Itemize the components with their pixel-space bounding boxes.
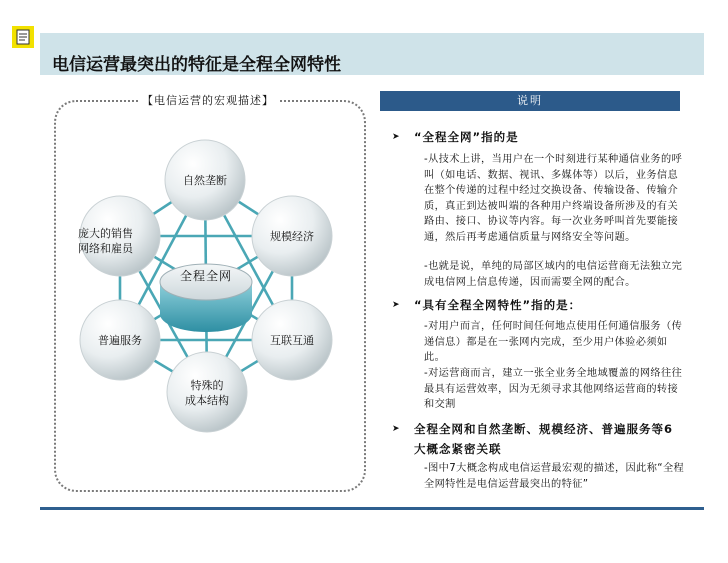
node-cost-structure-label: 特殊的 成本结构 xyxy=(185,379,229,407)
diagram-title: 【电信运营的宏观描述】 xyxy=(138,92,278,108)
node-universal-service-label: 普遍服务 xyxy=(98,334,142,347)
bottom-rule xyxy=(40,507,704,510)
section-heading: 全程全网和自然垄断、规模经济、普遍服务等6大概念紧密关联 xyxy=(414,422,673,456)
section-paragraph: -对运营商而言，建立一张全业务全地域覆盖的网络往往最具有运营效率，因为无须寻求其他网络运营商的转接和交割 xyxy=(424,368,683,410)
bullet-arrow-icon: ➤ xyxy=(392,424,400,434)
node-sales-network-label: 庞大的销售 网络和雇员 xyxy=(78,227,133,255)
section-paragraph: -从技术上讲，当用户在一个时刻进行某种通信业务的呼叫（如电话、数据、视讯、多媒体等）以后，业务信息在整个传递的过程中经过交换设备、传输设备、传输介质，真正到达被叫端的各种用户终端设备所涉及的有关路由、接口、协议等内容。每一次业务呼叫首先要能接通，然后再考虑通信质量与网络安全等问题。 xyxy=(424,154,683,243)
node-natural-monopoly-label: 自然垄断 xyxy=(183,174,227,187)
bullet-arrow-icon: ➤ xyxy=(392,300,400,310)
center-node-label: 全程全网 xyxy=(180,269,233,283)
section-heading: “全程全网”指的是 xyxy=(414,130,519,144)
section-paragraph: -对用户而言，任何时间任何地点使用任何通信服务（传递信息）都是在一张网内完成，至少用户体验必须如此。 xyxy=(424,321,683,363)
bullet-arrow-icon: ➤ xyxy=(392,132,400,142)
node-economies-of-scale-label: 规模经济 xyxy=(270,230,314,243)
explanation-header: 说明 xyxy=(380,91,680,111)
page-title: 电信运营最突出的特征是全程全网特性 xyxy=(52,55,341,75)
section-heading: “具有全程全网特性”指的是： xyxy=(414,298,582,312)
section-paragraph: -也就是说，单纯的局部区域内的电信运营商无法独立完成电信网上信息传递，因而需要全网的配合。 xyxy=(424,261,683,288)
node-interconnection-label: 互联互通 xyxy=(270,334,314,347)
section-paragraph: -图中7大概念构成电信运营最宏观的描述，因此称“全程全网特性是电信运营最突出的特征” xyxy=(424,463,685,490)
